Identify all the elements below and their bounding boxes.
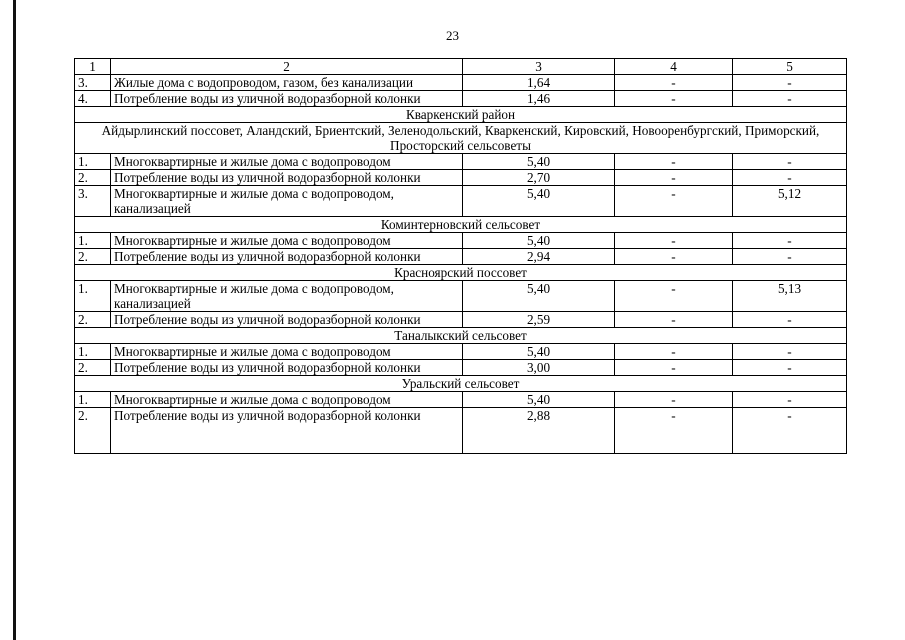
value-cell: - [733,75,847,91]
value-cell: 5,40 [463,233,615,249]
value-cell: - [615,170,733,186]
description-cell: Жилые дома с водопроводом, газом, без канализации [111,75,463,91]
value-cell: - [615,186,733,217]
row-number-cell: 1. [75,233,111,249]
value-cell: - [615,75,733,91]
row-number-cell: 2. [75,249,111,265]
description-cell: Многоквартирные и жилые дома с водопроводом, канализацией [111,281,463,312]
value-cell: - [615,281,733,312]
section-row [75,328,847,344]
value-cell: 2,94 [463,249,615,265]
row-number-cell: 3. [75,75,111,91]
description-cell: Многоквартирные и жилые дома с водопроводом [111,233,463,249]
header-cell: 4 [615,59,733,75]
value-cell: - [733,91,847,107]
value-cell: - [733,249,847,265]
table-row [75,91,847,107]
header-cell: 1 [75,59,111,75]
row-number-cell: 2. [75,408,111,454]
value-cell: - [733,408,847,454]
value-cell: - [615,154,733,170]
header-cell: 3 [463,59,615,75]
table-row [75,249,847,265]
header-cell: 2 [111,59,463,75]
value-cell: 5,12 [733,186,847,217]
value-cell: 2,59 [463,312,615,328]
section-title: Таналыкский сельсовет [75,328,847,344]
value-cell: - [615,312,733,328]
value-cell: - [733,344,847,360]
value-cell: - [733,233,847,249]
table-row [75,344,847,360]
table-row [75,312,847,328]
description-cell: Многоквартирные и жилые дома с водопроводом, канализацией [111,186,463,217]
section-title: Коминтерновский сельсовет [75,217,847,233]
description-cell: Потребление воды из уличной водоразборной колонки [111,360,463,376]
value-cell: 5,40 [463,344,615,360]
table-row [75,170,847,186]
section-title: Кваркенский район [75,107,847,123]
table-header-row [75,59,847,75]
row-number-cell: 1. [75,281,111,312]
table-row [75,408,847,454]
value-cell: - [615,392,733,408]
value-cell: - [733,360,847,376]
value-cell: 5,40 [463,186,615,217]
section-title: Уральский сельсовет [75,376,847,392]
value-cell: - [615,91,733,107]
section-row [75,123,847,154]
row-number-cell: 1. [75,344,111,360]
value-cell: - [733,392,847,408]
value-cell: 2,88 [463,408,615,454]
value-cell: 1,46 [463,91,615,107]
description-cell: Потребление воды из уличной водоразборной колонки [111,408,463,454]
section-row [75,376,847,392]
table-row [75,233,847,249]
section-title: Красноярский поссовет [75,265,847,281]
page-number: 23 [446,28,459,43]
row-number-cell: 2. [75,360,111,376]
row-number-cell: 4. [75,91,111,107]
value-cell: 5,13 [733,281,847,312]
value-cell: 5,40 [463,392,615,408]
description-cell: Потребление воды из уличной водоразборной колонки [111,312,463,328]
row-number-cell: 1. [75,392,111,408]
value-cell: - [615,408,733,454]
row-number-cell: 2. [75,170,111,186]
scan-edge-line [13,0,16,640]
description-cell: Потребление воды из уличной водоразборной колонки [111,249,463,265]
table-row [75,360,847,376]
description-cell: Потребление воды из уличной водоразборной колонки [111,170,463,186]
value-cell: - [615,360,733,376]
value-cell: 5,40 [463,154,615,170]
table-row [75,392,847,408]
section-title: Айдырлинский поссовет, Аландский, Бриентский, Зеленодольский, Кваркенский, Кировский, Новооренбургский, Приморский, Просторский сельсоветы [75,123,847,154]
description-cell: Многоквартирные и жилые дома с водопроводом [111,344,463,360]
value-cell: - [733,154,847,170]
value-cell: 3,00 [463,360,615,376]
table-row [75,75,847,91]
value-cell: - [733,170,847,186]
description-cell: Потребление воды из уличной водоразборной колонки [111,91,463,107]
table-row [75,154,847,170]
value-cell: - [615,233,733,249]
row-number-cell: 1. [75,154,111,170]
table-row [75,186,847,217]
value-cell: - [733,312,847,328]
value-cell: 1,64 [463,75,615,91]
value-cell: 5,40 [463,281,615,312]
header-cell: 5 [733,59,847,75]
section-row [75,217,847,233]
description-cell: Многоквартирные и жилые дома с водопроводом [111,154,463,170]
value-cell: 2,70 [463,170,615,186]
row-number-cell: 3. [75,186,111,217]
value-cell: - [615,249,733,265]
table-row [75,281,847,312]
section-row [75,107,847,123]
description-cell: Многоквартирные и жилые дома с водопроводом [111,392,463,408]
water-consumption-table [74,58,847,454]
value-cell: - [615,344,733,360]
section-row [75,265,847,281]
row-number-cell: 2. [75,312,111,328]
